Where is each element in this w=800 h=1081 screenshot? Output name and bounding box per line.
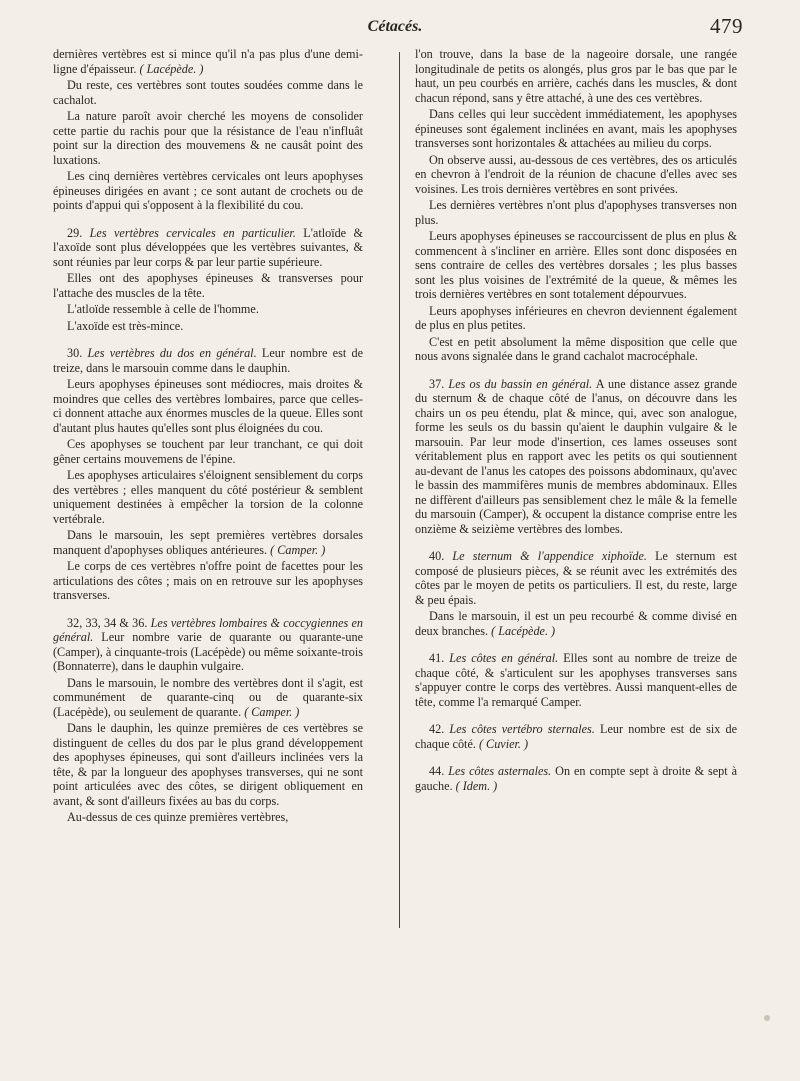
paragraph [415, 335, 737, 364]
section-number: 44. [429, 764, 449, 778]
paragraph [53, 559, 363, 603]
paragraph-text: Dans le marsouin, il est un peu recourbé & comme divisé en deux branches. [415, 609, 737, 638]
citation: ( Camper. ) [244, 704, 300, 719]
paragraph [53, 302, 363, 317]
paragraph-text: C'est en petit absolument la même disposition que celle que nous avons signalée dans le grand cachalot macrocéphale. [415, 334, 737, 363]
paragraph [415, 107, 737, 151]
page-number: 479 [710, 14, 743, 38]
section-paragraph [53, 346, 363, 375]
paragraph [415, 229, 737, 302]
paragraph [53, 721, 363, 808]
column-divider [399, 52, 400, 928]
paragraph [53, 528, 363, 557]
section-title: Le sternum & l'appendice xiphoïde. [452, 549, 647, 563]
section-title: Les vertèbres lombaires & coccygiennes en général. [53, 615, 363, 644]
paragraph [53, 437, 363, 466]
paragraph-text: Leurs apophyses épineuses sont médiocres, mais droites & moindres que celles des vertèbres lombaires, parce que celles-ci donnent attache aux énormes muscles de la queue. Elles sont d'autant plus hautes qu'elles sont plus éloignées du cou. [53, 377, 363, 435]
paragraph [415, 198, 737, 227]
paragraph-text: La nature paroît avoir cherché les moyens de consolider cette partie du rachis pour que la résistance de l'eau n'influât point sur la direction des mouvemens & ne causât point des luxations. [53, 109, 363, 167]
paragraph-text: Leur nombre est de six de chaque côté. [415, 722, 737, 751]
paragraph [415, 153, 737, 197]
section-title: Les côtes vertébro sternales. [449, 722, 595, 736]
section-number: 32, 33, 34 & 36. [67, 615, 151, 630]
paragraph-text: Ces apophyses se touchent par leur tranchant, ce qui doit gêner certains mouvemens de l'épine. [53, 437, 363, 466]
section-paragraph [53, 616, 363, 674]
citation: ( Idem. ) [455, 778, 498, 793]
section-paragraph [415, 549, 737, 607]
paragraph-text: Leur nombre varie de quarante ou quarante-une (Camper), à cinquante-trois (Lacépède) ou même soixante-trois (Bonnaterre), dans le dauphin vulgaire. [53, 630, 363, 673]
section-number: 42. [429, 722, 450, 736]
paragraph-text: Du reste, ces vertèbres sont toutes soudées comme dans le cachalot. [53, 78, 363, 107]
paragraph-text: Le sternum est composé de plusieurs pièces, & se réunit avec les extrémités des côtes par le moyen de petits os particuliers. Il est, du reste, large & peu épais. [415, 549, 737, 607]
paragraph-text: Elles sont au nombre de treize de chaque côté, & s'articulent sur les apophyses transverses sans s'appuyer contre le corps des vertèbres. Aussi manquent-elles de tête, comme l'a remarqué Camper. [415, 651, 737, 709]
paragraph [415, 47, 737, 105]
section-number: 29. [67, 225, 90, 240]
paragraph [53, 109, 363, 167]
paragraph-text: Les dernières vertèbres n'ont plus d'apophyses transverses non plus. [415, 198, 737, 227]
paragraph-text: Au-dessus de ces quinze premières vertèbres, [67, 810, 289, 824]
section-number: 40. [429, 549, 453, 563]
paragraph-text: Les apophyses articulaires s'éloignent sensiblement du corps des vertèbres ; elles manquent du côté postérieur & semblent uniquement destinées à empêcher la torsion de la colonne vertébrale. [53, 468, 363, 526]
citation: ( Lacépède. ) [491, 623, 556, 638]
paragraph-text: Le corps de ces vertèbres n'offre point de facettes pour les articulations des côtes ; mais on en retrouve sur les apophyses transverses. [53, 559, 363, 602]
section-number: 41. [429, 651, 450, 665]
paragraph-text: A une distance assez grande du sternum & de chaque côté de l'anus, on découvre dans les chairs un os peu étendu, plat & mince, qui, avec son analogue, forme les seuls os du bassin qu'aient le dauphin vulgaire & le marsouin. Par leur mode d'insertion, ces lames osseuses sont véritablement plus en rapport avec les petits os qui soutiennent au-devant de l'anus les catopes des poissons abdominaux, qu'avec le bassin des mammifères munis de membres abdominaux. Elles ne diffèrent d'ailleurs pas sensiblement chez le mâle & la femelle du marsouin (Camper), & occupent la distance comprise entre les onzième & seizième vertèbres des lombes. [415, 376, 738, 536]
paragraph [53, 319, 363, 334]
section-title: Les côtes asternales. [448, 764, 552, 778]
left-column [53, 47, 363, 827]
paragraph-text: On observe aussi, au-dessous de ces vertèbres, des os articulés en chevron à l'endroit de la réunion de chacune d'elles avec ses voisines. Les trois dernières vertèbres en sont privées. [415, 152, 737, 196]
paragraph-text: Elles ont des apophyses épineuses & transverses pour l'attache des muscles de la tête. [53, 271, 363, 300]
paragraph-text: Leur nombre est de treize, dans le marsouin comme dans le dauphin. [53, 346, 364, 375]
citation: ( Cuvier. ) [478, 736, 529, 751]
paragraph-text: Leurs apophyses inférieures en chevron deviennent également de plus en plus petites. [415, 303, 737, 332]
right-column [415, 47, 737, 795]
paragraph [53, 271, 363, 300]
paragraph [53, 78, 363, 107]
section-title: Les vertèbres cervicales en particulier. [89, 225, 296, 240]
paragraph-text: dernières vertèbres est si mince qu'il n'a pas plus d'une demi-ligne d'épaisseur. [53, 47, 363, 76]
section-number: 37. [429, 376, 449, 391]
paragraph-text: Dans celles qui leur succèdent immédiatement, les apophyses épineuses sont également inclinées en avant, mais les apophyses transverses sont horizontales & attachées au milieu du corps. [415, 107, 737, 150]
paragraph [53, 810, 363, 825]
section-number: 30. [67, 346, 88, 360]
paragraph-text: Dans le marsouin, les sept premières vertèbres dorsales manquent d'apophyses obliques antérieures. [53, 528, 363, 557]
paragraph [53, 377, 363, 435]
section-title: Les os du bassin en général. [448, 376, 593, 391]
citation: ( Camper. ) [270, 542, 326, 557]
paragraph [53, 47, 363, 76]
section-paragraph [415, 377, 737, 537]
section-paragraph [415, 764, 737, 793]
paper-stain [764, 1015, 770, 1021]
paragraph-text: L'axoïde est très-mince. [67, 318, 184, 333]
paragraph [53, 169, 363, 213]
section-title: Les côtes en général. [449, 651, 559, 665]
section-paragraph [415, 651, 737, 709]
paragraph-text: Dans le marsouin, le nombre des vertèbres dont il s'agit, est communément de quarante-cinq ou de quarante-six (Lacépède), ou seulement de quarante. [53, 675, 363, 719]
paragraph [53, 676, 363, 720]
paragraph-text: L'atloïde & l'axoïde sont plus développées que les vertèbres suivantes, & sont réunies par leur corps & par leur partie supérieure. [53, 225, 363, 269]
paragraph-text: On en compte sept à droite & sept à gauche. [415, 764, 737, 793]
paragraph-text: Les cinq dernières vertèbres cervicales ont leurs apophyses épineuses dirigées en avant ; ce sont autant de crochets ou de points d'appui qui s'opposent à la flexibilité du cou. [53, 169, 363, 212]
paragraph [415, 304, 737, 333]
paragraph-text: Dans le dauphin, les quinze premières de ces vertèbres se distinguent de celles du dos par le plus grand développement des apophyses épineuses, qui sont d'ailleurs inclinées vers la tête, & par la longueur des apophyses transverses, qui ne sont point articulées avec des côtes, se dirigent obliquement en avant, & sont d'ailleurs fixées au bas du corps. [53, 721, 363, 808]
section-paragraph [53, 226, 363, 270]
citation: ( Lacépède. ) [139, 61, 204, 76]
section-paragraph [415, 722, 737, 751]
running-title: Cétacés. [367, 18, 423, 35]
paragraph [53, 468, 363, 526]
paragraph-text: Leurs apophyses épineuses se raccourcissent de plus en plus & commencent à s'incliner en arrière. Elles sont donc disposées en sens contraire de celles des vertèbres dorsales ; les plus basses sont les plus voisines de l'extrémité de la queue, & mêmes les trois dernières vertèbres en sont totalement dépourvues. [415, 229, 737, 301]
paragraph [415, 609, 737, 638]
section-title: Les vertèbres du dos en général. [87, 346, 257, 360]
paragraph-text: l'on trouve, dans la base de la nageoire dorsale, une rangée longitudinale de petits os alongés, plus gros par le bas que par le haut, un peu courbés en arrière, cachés dans les muscles, & dont chacun répond, sans y être attaché, à une des ces vertèbres. [415, 47, 737, 105]
paragraph-text: L'atloïde ressemble à celle de l'homme. [67, 302, 259, 316]
